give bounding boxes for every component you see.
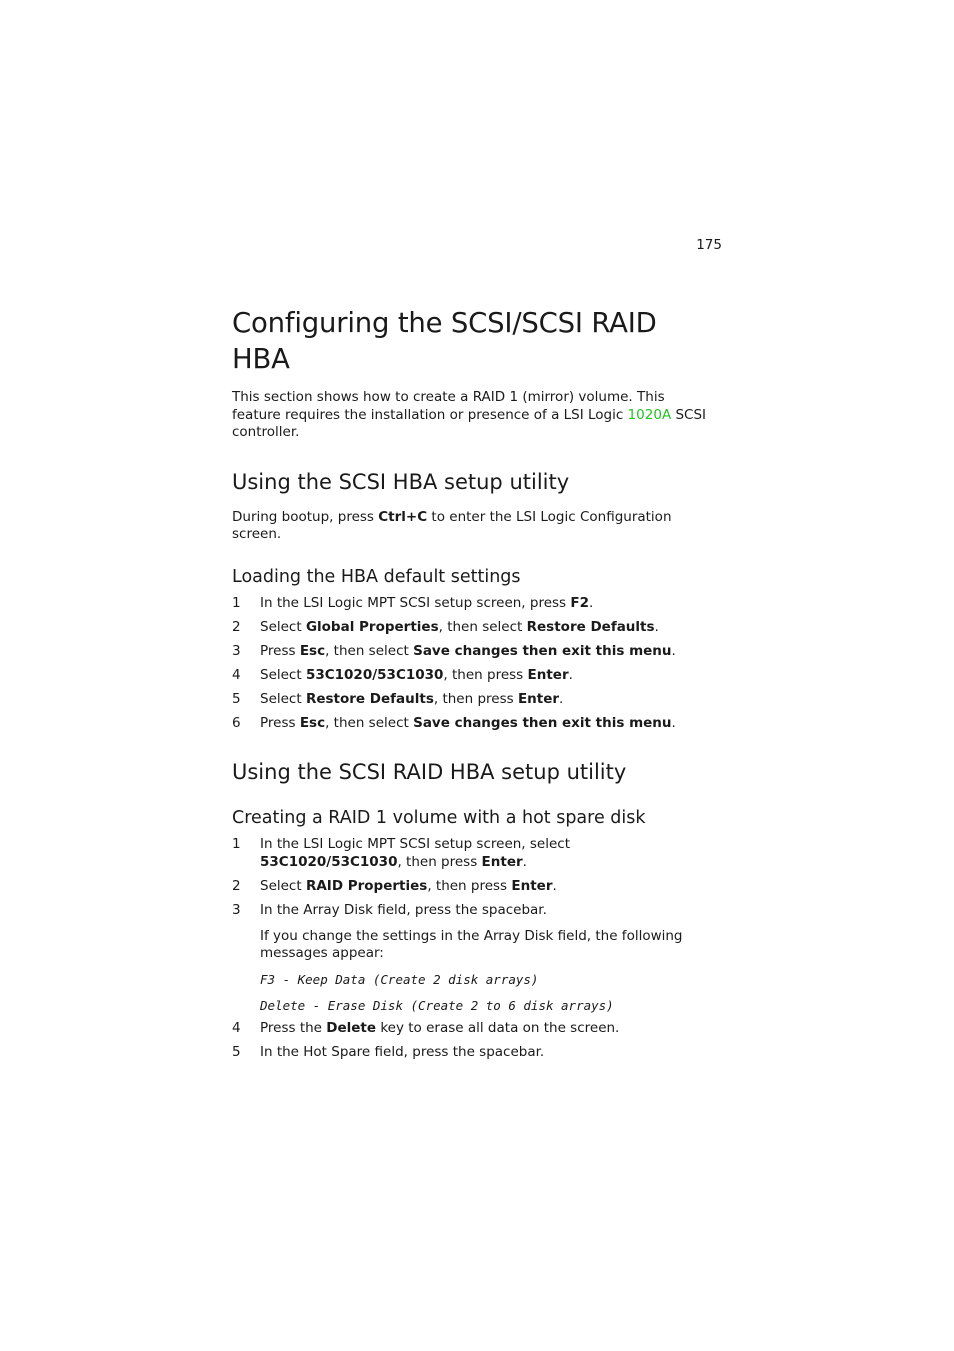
list-item: 4 Select 53C1020/53C1030, then press Enter. xyxy=(232,666,573,683)
subsection-heading-defaults: Loading the HBA default settings xyxy=(232,566,521,587)
list-item: 3 In the Array Disk field, press the spacebar. xyxy=(232,901,547,918)
page-content xyxy=(232,305,710,1061)
page-number: 175 xyxy=(696,237,722,253)
subsection-heading-raid1: Creating a RAID 1 volume with a hot spare disk xyxy=(232,808,646,828)
list-item: 5 Select Restore Defaults, then press Enter. xyxy=(232,690,564,707)
list-item: 5 In the Hot Spare field, press the spacebar. xyxy=(232,1043,545,1060)
steps-list-raid xyxy=(232,836,710,919)
list-item: 2 Select Global Properties, then select Restore Defaults. xyxy=(232,618,659,635)
code-message-erase-disk: Delete - Erase Disk (Create 2 to 6 disk arrays) xyxy=(260,998,614,1013)
steps-list-defaults xyxy=(232,595,710,733)
steps-list-raid-continued xyxy=(232,1020,710,1062)
list-item: 2 Select RAID Properties, then press Enter. xyxy=(232,877,557,894)
list-item: 1 In the LSI Logic MPT SCSI setup screen, select 53C1020/53C1030, then press Enter. xyxy=(232,836,570,870)
highlight-text: 1020A xyxy=(627,406,672,423)
section-heading-raid: Using the SCSI RAID HBA setup utility xyxy=(232,760,627,784)
page-title: Configuring the SCSI/SCSI RAID HBA xyxy=(232,307,657,375)
list-item: 1 In the LSI Logic MPT SCSI setup screen, press F2. xyxy=(232,594,594,611)
array-disk-note: If you change the settings in the Array Disk field, the following messages appear: xyxy=(260,927,683,961)
section-heading-hba: Using the SCSI HBA setup utility xyxy=(232,469,570,494)
list-item: 6 Press Esc, then select Save changes then exit this menu. xyxy=(232,714,676,731)
intro-paragraph: This section shows how to create a RAID 1 (mirror) volume. This feature requires the installation or presence of a LSI Logic 1020A SCSI controller. xyxy=(232,389,707,440)
code-message-keep-data: F3 - Keep Data (Create 2 disk arrays) xyxy=(260,972,539,987)
bootup-paragraph: During bootup, press Ctrl+C to enter the LSI Logic Configuration screen. xyxy=(232,508,672,542)
list-item: 3 Press Esc, then select Save changes then exit this menu. xyxy=(232,642,676,659)
list-item: 4 Press the Delete key to erase all data on the screen. xyxy=(232,1019,620,1036)
